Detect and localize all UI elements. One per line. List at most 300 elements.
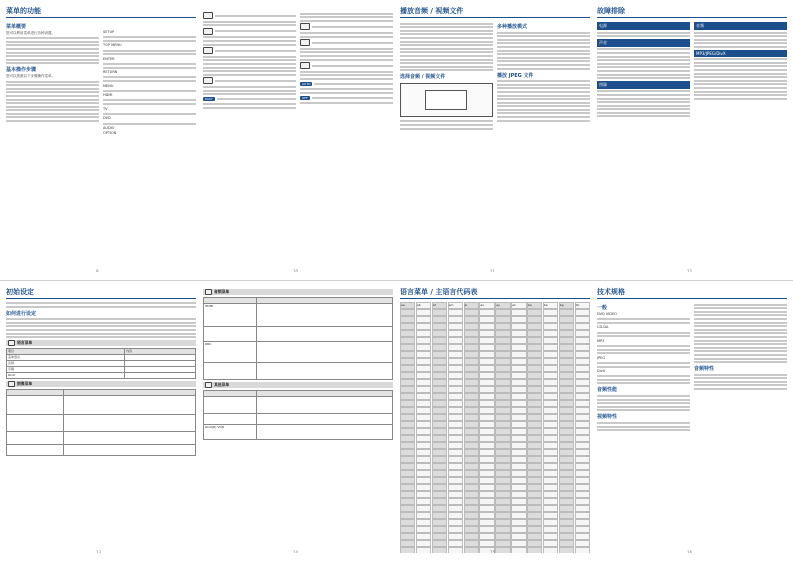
language-code-cell [575,393,590,400]
option-tag: OFF [302,96,308,101]
clock-icon [203,77,213,84]
language-code-cell [527,344,542,351]
language-code-cell [479,442,494,449]
language-code-cell [559,393,574,400]
language-code-cell [464,456,479,463]
language-code-cell [559,477,574,484]
language-code-cell [432,463,447,470]
language-code-cell [559,498,574,505]
language-code-cell [559,463,574,470]
language-code-cell [448,470,463,477]
language-code-cell: ba [527,302,542,309]
language-code-cell [464,379,479,386]
language-code-cell [448,414,463,421]
language-code-cell [511,379,526,386]
language-code-cell [527,379,542,386]
language-code-cell [448,519,463,526]
language-code-cell [464,414,479,421]
language-code-cell [400,477,415,484]
language-code-cell [416,470,431,477]
language-code-cell [479,526,494,533]
language-code-cell [527,463,542,470]
language-code-cell [575,463,590,470]
language-code-cell: be [543,302,558,309]
language-code-cell [479,330,494,337]
language-code-cell [416,526,431,533]
language-code-cell [448,526,463,533]
page-number: 12 [687,269,693,272]
language-code-cell [464,316,479,323]
language-code-cell [543,393,558,400]
language-code-cell [495,477,510,484]
section-heading: 基本操作步骤 [6,67,37,74]
language-code-cell [416,400,431,407]
language-code-cell [479,463,494,470]
language-code-cell [479,309,494,316]
language-code-cell [448,365,463,372]
language-code-cell [559,400,574,407]
language-code-cell [559,428,574,435]
language-code-cell [479,337,494,344]
language-code-cell [511,442,526,449]
language-code-cell [448,456,463,463]
language-code-cell [527,365,542,372]
language-code-cell [464,519,479,526]
language-code-cell: af [432,302,447,309]
language-code-cell [432,484,447,491]
language-code-cell [527,407,542,414]
language-code-cell: aa [400,302,415,309]
language-code-cell [400,449,415,456]
language-code-cell [400,421,415,428]
language-code-cell [400,547,415,553]
language-code-cell [511,337,526,344]
language-code-cell [559,547,574,553]
language-code-cell [448,533,463,540]
language-code-cell [464,337,479,344]
language-code-cell [527,442,542,449]
language-code-cell [511,393,526,400]
language-code-cell [559,449,574,456]
language-code-cell: bh [575,302,590,309]
language-code-cell [400,393,415,400]
language-code-cell [416,428,431,435]
language-code-cell [511,470,526,477]
language-code-cell [416,484,431,491]
language-code-cell [543,456,558,463]
option-tag: AUTO [302,82,311,87]
language-code-cell [464,491,479,498]
language-code-cell [432,512,447,519]
language-code-cell [495,463,510,470]
language-code-cell [511,428,526,435]
language-code-cell [543,533,558,540]
language-code-cell [511,505,526,512]
language-code-table [400,302,590,553]
language-code-cell [479,400,494,407]
language-code-cell [575,421,590,428]
language-code-cell [479,323,494,330]
section-heading [103,23,196,29]
language-code-cell: ab [416,302,431,309]
page-16 [597,287,787,553]
language-code-cell [495,498,510,505]
language-code-cell [432,435,447,442]
language-code-cell [432,477,447,484]
page-title: 技术规格 [597,287,787,299]
language-code-cell [511,365,526,372]
language-code-cell [464,470,479,477]
language-code-cell [559,421,574,428]
repeat-icon [300,39,310,46]
spec-line: JPEG [597,355,606,360]
language-code-cell [416,547,431,553]
page-number: 16 [687,550,693,553]
language-code-cell [479,540,494,547]
language-code-cell [527,533,542,540]
menu-banner: 语言菜单 [6,340,196,346]
language-code-cell [400,470,415,477]
language-code-cell [511,323,526,330]
language-code-cell [575,456,590,463]
language-code-cell [416,421,431,428]
language-code-cell [416,512,431,519]
language-code-cell [400,505,415,512]
language-code-cell [575,470,590,477]
language-code-cell [479,428,494,435]
language-code-cell [400,365,415,372]
settings-table: 项目 内容 菜单语言 音频 字幕 DivX [6,348,196,379]
language-code-cell [495,456,510,463]
language-code-cell [448,407,463,414]
language-code-cell [559,351,574,358]
language-code-cell [575,309,590,316]
language-code-cell [400,316,415,323]
language-code-cell [511,316,526,323]
spec-line: CD-DA [597,325,609,330]
language-code-cell [559,337,574,344]
language-code-cell [416,477,431,484]
page-number: 9 [96,269,99,272]
page-13 [6,287,196,553]
language-code-cell: bg [559,302,574,309]
language-code-cell [575,498,590,505]
section-heading: 菜单概要 [6,24,27,30]
language-code-cell [543,463,558,470]
gear-icon [205,382,212,388]
language-code-cell [575,540,590,547]
language-code-cell [464,386,479,393]
language-code-cell [543,512,558,519]
language-code-cell [527,421,542,428]
language-code-cell [432,365,447,372]
language-code-cell [543,505,558,512]
page-12 [597,6,787,272]
language-code-cell [575,533,590,540]
language-code-cell [464,309,479,316]
top-sheet [0,0,793,280]
language-code-cell [416,449,431,456]
paragraph: 您可以按照以下步骤操作菜单。 [6,74,55,79]
language-code-cell [543,379,558,386]
language-code-cell [400,491,415,498]
menu-banner: 音频菜单 [203,289,393,295]
language-code-cell [416,358,431,365]
language-code-cell [543,386,558,393]
language-code-cell [495,484,510,491]
language-code-cell [479,414,494,421]
language-code-cell [432,344,447,351]
menu-banner: 其他菜单 [203,382,393,388]
language-code-cell [543,309,558,316]
language-code-cell [527,498,542,505]
language-code-cell [400,323,415,330]
language-code-cell [479,491,494,498]
camera-icon [300,62,310,69]
language-code-cell [432,491,447,498]
language-code-cell [543,442,558,449]
language-code-cell [495,512,510,519]
language-code-cell [559,519,574,526]
language-code-cell [527,337,542,344]
language-code-cell [464,512,479,519]
language-code-cell [543,323,558,330]
speaker-icon [205,289,212,295]
language-code-cell [400,337,415,344]
language-code-cell [464,435,479,442]
language-code-cell [400,344,415,351]
language-code-cell [448,344,463,351]
page-15 [400,287,590,553]
language-code-cell [479,386,494,393]
language-code-cell [575,379,590,386]
settings-table: DivX(R) VOD [203,390,393,440]
language-code-cell [495,519,510,526]
language-code-cell [575,351,590,358]
language-code-cell [479,533,494,540]
page-number: 11 [490,269,496,272]
language-code-cell [416,456,431,463]
language-code-cell [416,498,431,505]
language-code-cell [495,337,510,344]
language-code-cell: am [448,302,463,309]
language-code-cell [400,533,415,540]
language-code-cell [575,407,590,414]
language-code-cell [575,323,590,330]
language-code-cell [416,323,431,330]
language-code-cell [527,428,542,435]
page-number: 10 [293,269,299,272]
language-code-cell [575,386,590,393]
language-code-cell [416,386,431,393]
language-code-cell [527,351,542,358]
section-heading: MP3/JPEG/DivX [694,50,787,57]
language-code-cell [527,519,542,526]
language-code-cell [559,533,574,540]
language-code-cell [479,379,494,386]
key-label: MENU [103,83,114,88]
language-code-cell [416,414,431,421]
language-code-cell [432,337,447,344]
language-code-cell [464,400,479,407]
language-code-cell [432,393,447,400]
spec-line: MP3 [597,338,605,343]
language-code-cell [495,379,510,386]
language-code-cell [543,470,558,477]
language-code-cell [543,526,558,533]
language-code-cell [495,358,510,365]
language-code-cell [495,309,510,316]
language-code-cell [416,505,431,512]
language-code-cell [559,407,574,414]
language-code-cell [464,442,479,449]
language-code-cell [511,358,526,365]
language-code-cell [416,379,431,386]
language-code-cell [400,414,415,421]
language-code-cell [511,330,526,337]
language-code-cell [400,330,415,337]
language-code-cell [448,358,463,365]
language-code-cell [559,505,574,512]
language-code-cell: az [511,302,526,309]
page-number: 15 [490,550,496,553]
language-code-cell [575,428,590,435]
language-code-cell [575,547,590,553]
language-code-cell [511,421,526,428]
language-code-cell [527,547,542,553]
language-code-cell [559,526,574,533]
language-code-cell [495,386,510,393]
language-code-cell [448,484,463,491]
option-tag: EASY [205,97,213,102]
language-code-cell [432,414,447,421]
language-code-cell [464,540,479,547]
language-code-cell [511,526,526,533]
language-code-cell [527,386,542,393]
language-code-cell [479,512,494,519]
page-14 [203,287,393,553]
language-code-cell [575,414,590,421]
section-heading: 多种播放模式 [497,24,528,30]
language-code-cell [432,470,447,477]
language-code-cell [575,344,590,351]
language-code-cell [511,463,526,470]
language-code-cell [432,358,447,365]
language-code-cell [511,351,526,358]
language-code-cell [400,309,415,316]
language-code-cell [479,358,494,365]
language-code-cell [464,463,479,470]
language-code-cell [511,435,526,442]
language-code-cell [432,351,447,358]
language-code-cell [495,442,510,449]
language-code-cell [527,526,542,533]
language-code-cell [448,386,463,393]
language-code-cell: as [479,302,494,309]
language-code-cell [527,540,542,547]
language-code-cell [448,309,463,316]
language-code-cell [543,421,558,428]
file-browser-diagram [400,83,493,117]
language-code-cell [511,547,526,553]
language-code-cell [479,470,494,477]
language-code-cell [400,386,415,393]
page-number: 14 [293,550,299,553]
language-code-cell [432,519,447,526]
language-code-cell [527,358,542,365]
language-code-cell [527,512,542,519]
language-code-cell [448,491,463,498]
language-code-cell [495,540,510,547]
language-code-cell [432,316,447,323]
language-code-cell [575,435,590,442]
settings-table [6,389,196,456]
image-icon [8,381,15,387]
language-code-cell [511,449,526,456]
language-code-cell [527,477,542,484]
language-code-cell [464,498,479,505]
disc-icon [203,12,213,19]
language-code-cell [543,449,558,456]
language-code-cell [432,505,447,512]
language-code-cell [495,449,510,456]
language-code-cell [448,428,463,435]
key-label: HDMI [103,93,113,98]
page-title: 语言菜单 / 主语言代码表 [400,287,590,299]
language-code-cell [495,470,510,477]
language-code-cell [511,407,526,414]
language-code-cell [559,442,574,449]
language-code-cell [464,533,479,540]
language-code-cell [511,533,526,540]
language-code-cell [464,330,479,337]
language-code-cell [448,337,463,344]
language-code-cell [416,337,431,344]
language-code-cell [432,379,447,386]
language-code-cell [543,400,558,407]
language-code-cell [495,407,510,414]
language-code-cell [511,309,526,316]
language-code-cell [495,547,510,553]
language-code-cell [448,372,463,379]
language-code-cell [527,449,542,456]
language-code-cell [479,519,494,526]
language-code-cell [400,512,415,519]
language-code-cell [495,505,510,512]
language-code-cell [400,519,415,526]
page-title: 初始设定 [6,287,196,299]
language-code-cell [432,428,447,435]
language-code-cell [495,428,510,435]
language-code-cell: ar [464,302,479,309]
language-code-cell [495,400,510,407]
language-code-cell [479,393,494,400]
language-code-cell [448,421,463,428]
language-code-cell [479,435,494,442]
key-label: AUDIO [103,126,115,131]
language-code-cell [400,400,415,407]
language-code-cell [527,400,542,407]
language-code-cell [416,372,431,379]
paragraph: 您可以利用菜单进行各种设置。 [6,31,55,35]
language-code-cell [511,400,526,407]
language-code-cell [511,414,526,421]
language-code-cell [464,351,479,358]
language-code-cell [400,498,415,505]
language-code-cell [575,372,590,379]
language-code-cell [416,393,431,400]
language-code-cell [575,365,590,372]
